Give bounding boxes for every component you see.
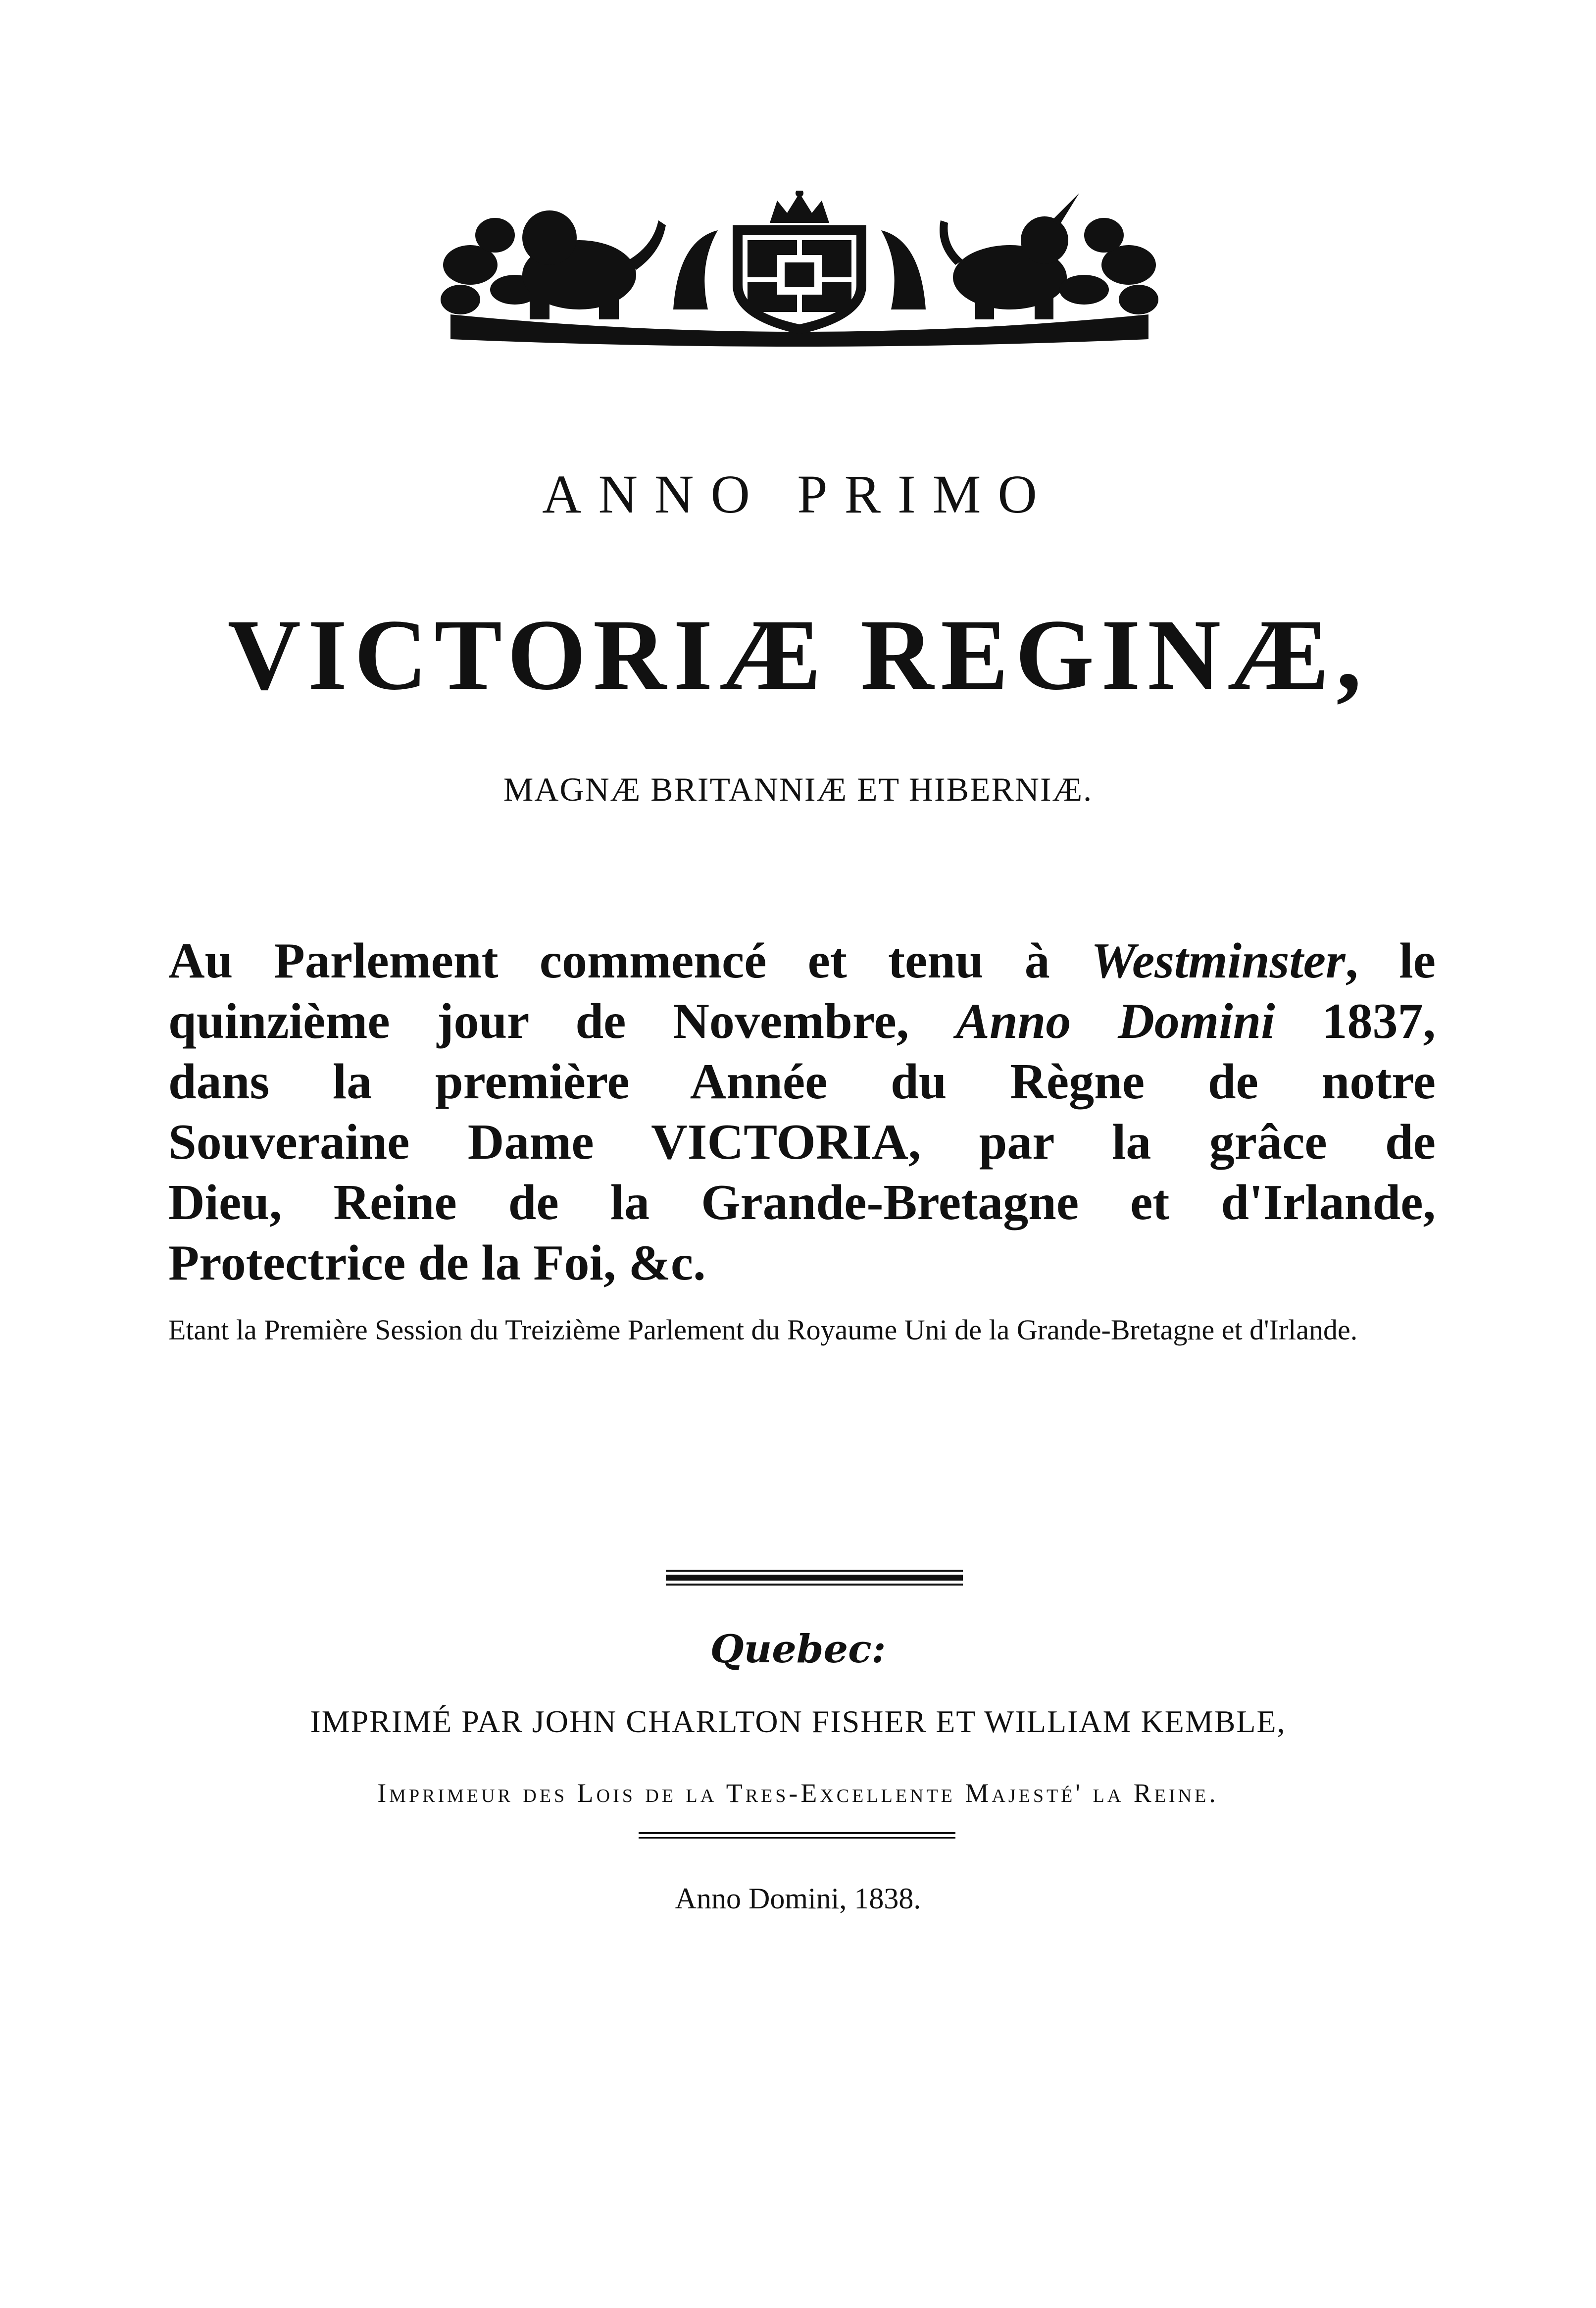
parliament-line-1: [168, 931, 1436, 991]
parliament-line-1-end: , le: [1345, 933, 1436, 989]
regnal-title: VICTORIÆ REGINÆ,: [227, 599, 1369, 711]
parliament-statement: [168, 931, 1436, 1293]
imprint-rule-line-2: [639, 1837, 955, 1839]
parliament-line-4: Souveraine Dame VICTORIA, par la grâce de: [168, 1114, 1436, 1170]
imprint-rule-line-1: [639, 1832, 955, 1834]
realm-subtitle: MAGNÆ BRITANNIÆ ET HIBERNIÆ.: [503, 770, 1093, 808]
royal-coat-of-arms-icon: [441, 191, 1158, 354]
parliament-line-6: Protectrice de la Foi, &c.: [168, 1235, 706, 1291]
parliament-anno-domini: Anno Domini: [955, 993, 1275, 1049]
parliament-line-2-end: 1837,: [1275, 993, 1436, 1049]
imprint-rule: [639, 1832, 955, 1839]
rule-line-thin-bottom: [666, 1584, 963, 1586]
imprint-date: Anno Domini, 1838.: [675, 1882, 921, 1915]
rule-line-thin-top: [666, 1570, 963, 1572]
imprint-city: Quebec:: [710, 1627, 886, 1672]
parliament-line-5: Dieu, Reine de la Grande-Bretagne et d'Irlande,: [168, 1175, 1436, 1231]
imprint-printer-title: Imprimeur des Lois de la Tres-Excellente Majesté' la Reine.: [377, 1778, 1219, 1808]
session-note: Etant la Première Session du Treizième Parlement du Royaume Uni de la Grande-Bretagne et d'Irlande.: [168, 1314, 1358, 1346]
parliament-line-1-start: Au Parlement commencé et tenu à: [168, 933, 1091, 989]
anno-primo-heading: ANNO PRIMO: [542, 464, 1054, 524]
imprint-printer: IMPRIMÉ PAR JOHN CHARLTON FISHER ET WILLIAM KEMBLE,: [310, 1704, 1286, 1739]
parliament-line-2: [168, 991, 1436, 1052]
parliament-line-2-start: quinzième jour de Novembre,: [168, 993, 956, 1049]
rule-line-thick: [666, 1575, 963, 1581]
ornamental-rule: [666, 1570, 963, 1586]
parliament-line-3: dans la première Année du Règne de notre: [168, 1054, 1436, 1110]
parliament-place: Westminster: [1091, 933, 1346, 989]
